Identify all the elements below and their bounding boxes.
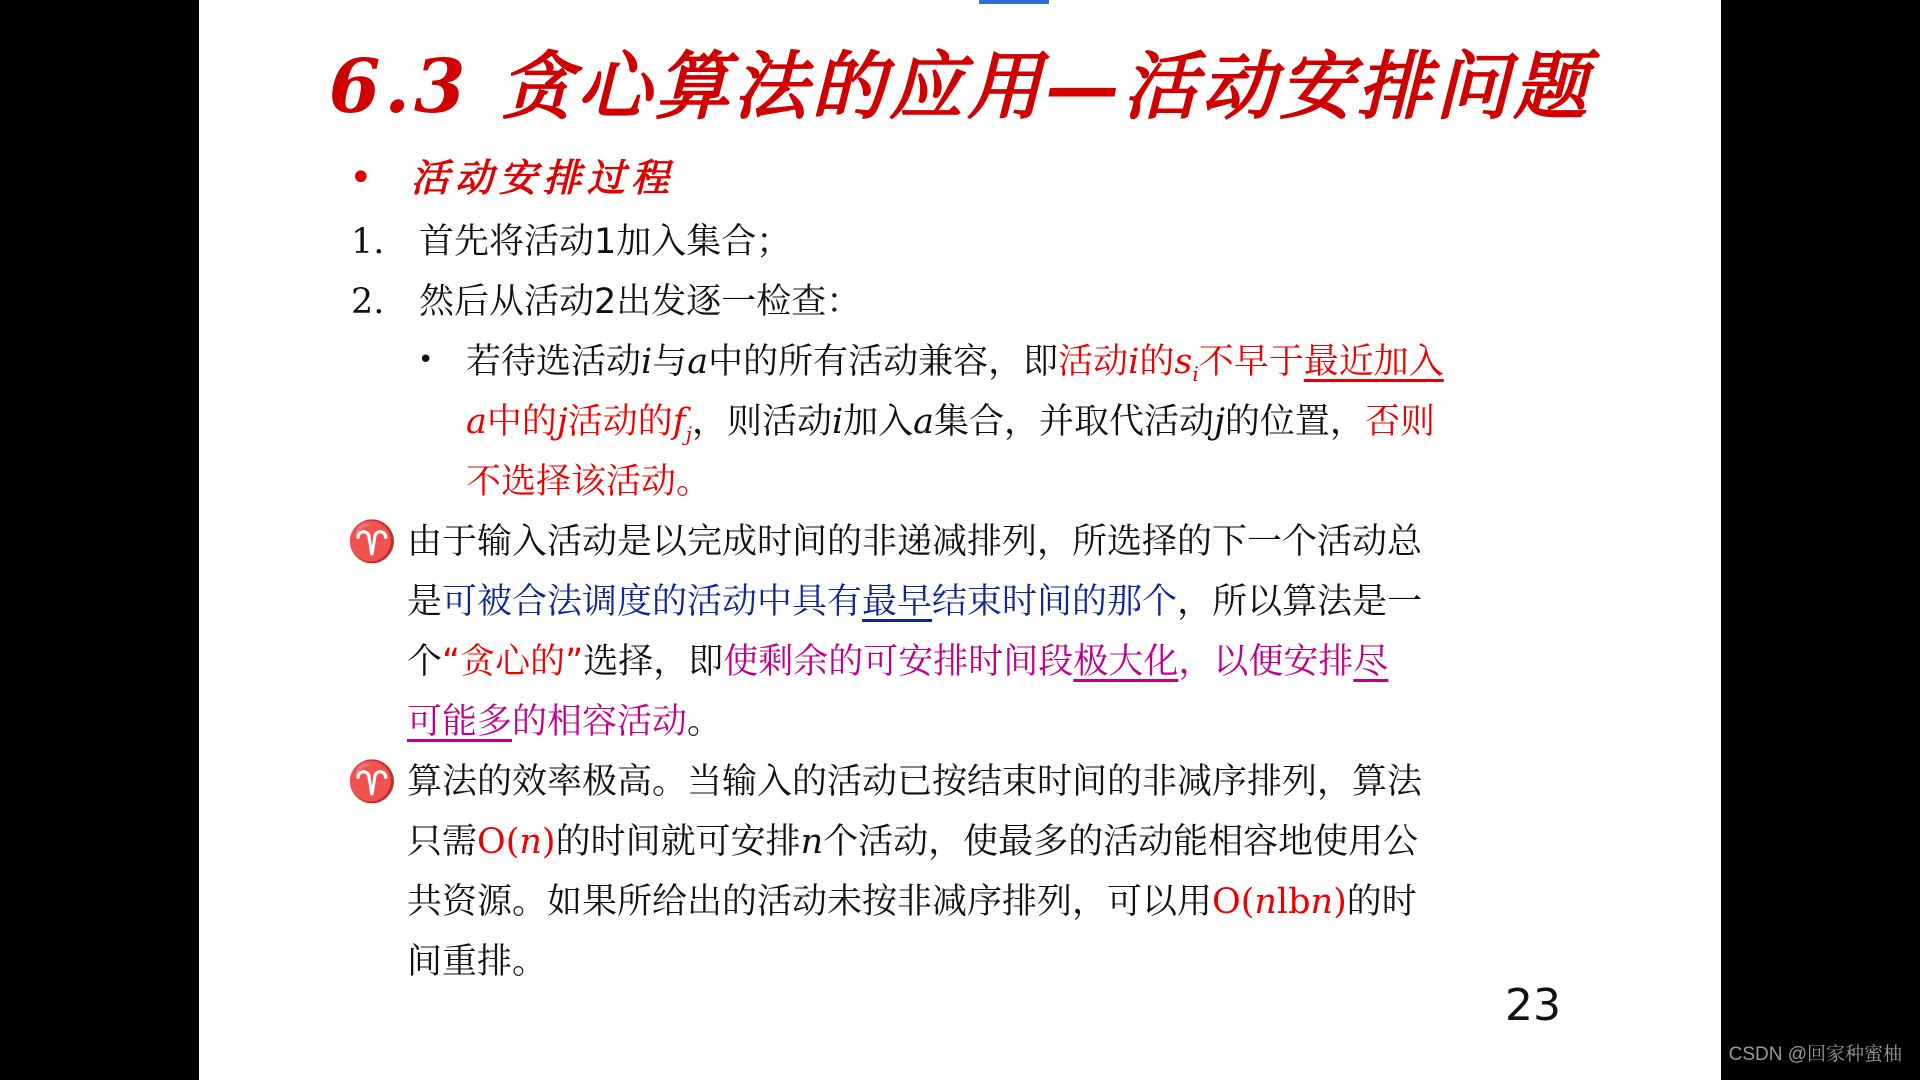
blue-text: 结束时间的那个 (932, 582, 1178, 622)
subheading: 活动安排过程 (411, 155, 676, 200)
subbullet-dot: • (418, 345, 434, 375)
math-i: i (831, 402, 844, 442)
text-run: ，则活动 (691, 402, 832, 442)
step-2-text: 然后从活动2出发逐一检查： (419, 282, 862, 322)
blue-text: 可被合法调度的活动中具有 (442, 582, 863, 622)
paren: ) (1333, 882, 1347, 922)
math-a: a (913, 402, 935, 442)
text-run: 加入 (843, 402, 914, 442)
para1-line-3 (407, 632, 1388, 692)
text-run: 的时间就可安排 (555, 822, 801, 862)
paren: ) (541, 822, 556, 862)
text-run: 共资源。如果所给出的活动未按非减序排列，可以用 (407, 882, 1213, 922)
aries-symbol-2: ♈ (347, 759, 397, 805)
text-run: 是 (407, 582, 443, 622)
red-underlined-text: 最近加入 (1303, 342, 1444, 382)
big-o: O( (1212, 882, 1255, 922)
magenta-text: 使剩余的可安排时间段 (723, 642, 1074, 682)
math-n: n (800, 822, 824, 862)
red-text: 的 (1139, 342, 1175, 382)
step-1-text: 首先将活动1加入集合； (419, 222, 792, 262)
math-subscript: j (685, 422, 692, 446)
text-run: 的位置， (1224, 402, 1365, 442)
math-f: f (672, 402, 686, 442)
step-2 (351, 272, 861, 332)
para2-line-3 (407, 872, 1417, 932)
slide-title: 6.3 贪心算法的应用—活动安排问题 (328, 44, 1592, 130)
math-n: n (519, 822, 542, 862)
math-lb: lb (1276, 882, 1311, 922)
text-run: 若待选活动 (466, 342, 642, 382)
step-1-number: 1. (351, 222, 385, 262)
red-text: 不早于 (1198, 342, 1304, 382)
red-text: 中的 (486, 402, 557, 442)
math-i: i (641, 342, 653, 382)
text-run: 集合，并取代活动 (934, 402, 1215, 442)
subheading-bullet: • (349, 155, 373, 201)
para2-line-4: 间重排。 (407, 942, 548, 982)
page-number: 23 (1505, 980, 1561, 1031)
para2-line-1: 算法的效率极高。当输入的活动已按结束时间的非减序排列，算法 (407, 762, 1423, 802)
big-o: O( (477, 822, 520, 862)
math-j-red: j (556, 402, 568, 442)
magenta-underlined-text: 可能多 (407, 702, 513, 742)
magenta-text: 的相容活动 (512, 702, 688, 742)
math-subscript: i (1192, 362, 1199, 386)
red-text: 否则 (1364, 402, 1435, 442)
text-run: 选择，即 (583, 642, 724, 682)
aries-symbol-1: ♈ (347, 519, 397, 565)
blue-underlined-text: 最早 (862, 582, 933, 622)
math-a-red: a (466, 402, 487, 442)
para1-line-4 (407, 692, 722, 752)
math-n: n (1254, 882, 1277, 922)
red-text: 活动 (1058, 342, 1129, 382)
para1-line-2 (407, 572, 1422, 632)
math-i-red: i (1128, 342, 1140, 382)
step-1 (351, 212, 791, 272)
math-j: j (1214, 402, 1225, 442)
text-run: 个活动，使最多的活动能相容地使用公 (823, 822, 1419, 862)
math-a: a (687, 342, 709, 382)
magenta-underlined-text: 极大化 (1073, 642, 1179, 682)
magenta-underlined-text: 尽 (1353, 642, 1389, 682)
slide (199, 0, 1721, 1080)
text-run: 个 (407, 642, 443, 682)
math-s: s (1174, 342, 1193, 382)
math-n: n (1310, 882, 1334, 922)
red-text: 活动的 (567, 402, 673, 442)
magenta-text: ，以便安排 (1178, 642, 1354, 682)
text-run: 只需 (407, 822, 478, 862)
red-quote: “贪心的” (442, 642, 584, 682)
text-run: 的时 (1346, 882, 1417, 922)
top-indicator (979, 0, 1049, 4)
para1-line-1: 由于输入活动是以完成时间的非递减排列，所选择的下一个活动总 (407, 522, 1423, 562)
subbullet-line-3: 不选择该活动。 (466, 462, 712, 502)
step-2-number: 2. (351, 282, 385, 322)
text-run: 中的所有活动兼容，即 (708, 342, 1059, 382)
text-run: ，所以算法是一 (1177, 582, 1423, 622)
para2-line-2 (407, 812, 1418, 872)
text-run: 。 (687, 702, 723, 742)
watermark: CSDN @回家种蜜柚 (1728, 1044, 1902, 1065)
text-run: 与 (652, 342, 688, 382)
